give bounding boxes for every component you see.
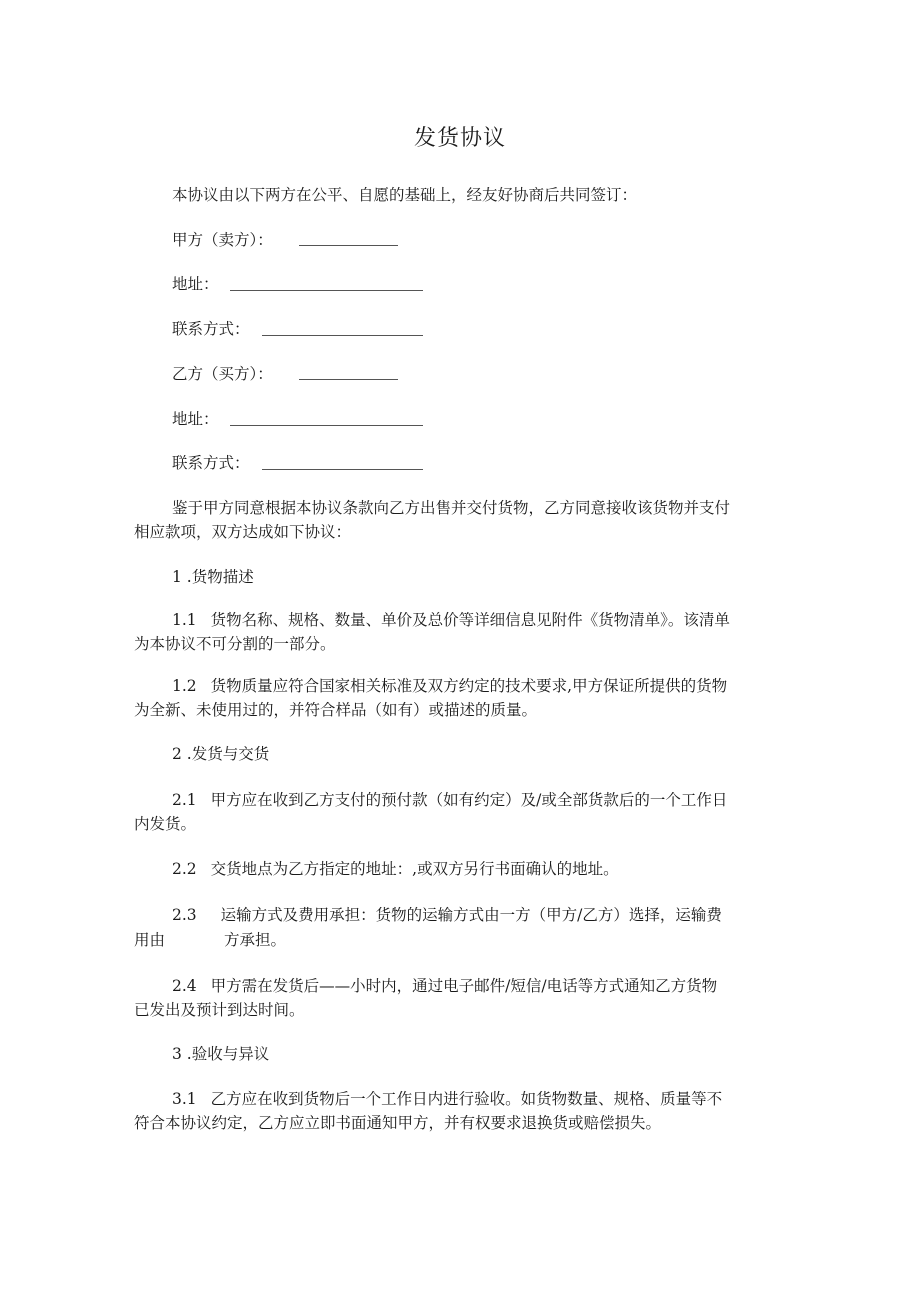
clause-2-3-text: 运输方式及费用承担：货物的运输方式由一方（甲方/乙方）选择，运输费 <box>220 906 722 924</box>
clause-1-1-line-1 <box>172 609 730 631</box>
party-a-contact-blank[interactable] <box>262 335 423 336</box>
party-a-blank[interactable] <box>299 245 398 246</box>
clause-1-1-text: 货物名称、规格、数量、单价及总价等详细信息见附件《货物清单》。该清单 <box>210 611 730 629</box>
clause-2-4-number: 2.4 <box>172 977 197 995</box>
clause-2-3-line-1 <box>172 904 722 926</box>
clause-2-1-line-2: 内发货。 <box>134 815 197 833</box>
preamble-line-2: 相应款项，双方达成如下协议： <box>134 523 352 541</box>
party-b-contact-blank[interactable] <box>262 469 423 470</box>
preamble-line-1: 鉴于甲方同意根据本协议条款向乙方出售并交付货物，乙方同意接收该货物并支付 <box>172 499 731 517</box>
clause-3-1-number: 3.1 <box>172 1090 197 1108</box>
clause-3-1-text: 乙方应在收到货物后一个工作日内进行验收。如货物数量、规格、质量等不 <box>210 1090 723 1108</box>
party-a-address-blank[interactable] <box>230 290 423 291</box>
clause-2-2-text: 交货地点为乙方指定的地址：,或双方另行书面确认的地址。 <box>210 860 619 878</box>
party-a-label: 甲方（卖方）： <box>172 231 273 249</box>
clause-3-1-line-2: 符合本协议约定，乙方应立即书面通知甲方，并有权要求退换货或赔偿损失。 <box>134 1114 662 1132</box>
clause-1-2-number: 1.2 <box>172 677 197 695</box>
clause-2-4-line-2: 已发出及预计到达时间。 <box>134 1001 305 1019</box>
party-b-address-blank[interactable] <box>230 425 423 426</box>
party-b-label: 乙方（买方）： <box>172 365 273 383</box>
clause-1-2-line-1 <box>172 675 727 697</box>
clause-2-2-line-1 <box>172 858 619 880</box>
clause-2-1-number: 2.1 <box>172 791 197 809</box>
clause-1-1-line-2: 为本协议不可分割的一部分。 <box>134 635 336 653</box>
party-a-address-label: 地址： <box>172 275 219 293</box>
clause-3-1-line-1 <box>172 1088 722 1110</box>
clause-1-2-text: 货物质量应符合国家相关标准及双方约定的技术要求,甲方保证所提供的货物 <box>210 677 728 695</box>
clause-2-2-number: 2.2 <box>172 860 197 878</box>
party-b-blank[interactable] <box>299 379 398 380</box>
party-a-contact-label: 联系方式： <box>172 320 250 338</box>
clause-2-4-line-1 <box>172 975 717 997</box>
section-1-heading: 1 .货物描述 <box>172 568 254 586</box>
clause-1-2-line-2: 为全新、未使用过的，并符合样品（如有）或描述的质量。 <box>134 701 538 719</box>
section-3-heading: 3 .验收与异议 <box>172 1045 270 1063</box>
section-2-heading: 2 .发货与交货 <box>172 745 270 763</box>
clause-2-3-line-2b: 方承担。 <box>224 931 287 949</box>
clause-2-4-text: 甲方需在发货后——小时内，通过电子邮件/短信/电话等方式通知乙方货物 <box>210 977 718 995</box>
clause-1-1-number: 1.1 <box>172 611 197 629</box>
clause-2-1-line-1 <box>172 789 727 811</box>
clause-2-3-number: 2.3 <box>172 906 197 924</box>
document-title: 发货协议 <box>413 126 506 151</box>
intro-text: 本协议由以下两方在公平、自愿的基础上，经友好协商后共同签订： <box>172 186 638 204</box>
party-b-address-label: 地址： <box>172 410 219 428</box>
clause-2-3-line-2a: 用由 <box>134 931 166 949</box>
clause-2-1-text: 甲方应在收到乙方支付的预付款（如有约定）及/或全部货款后的一个工作日 <box>210 791 728 809</box>
party-b-contact-label: 联系方式： <box>172 454 250 472</box>
